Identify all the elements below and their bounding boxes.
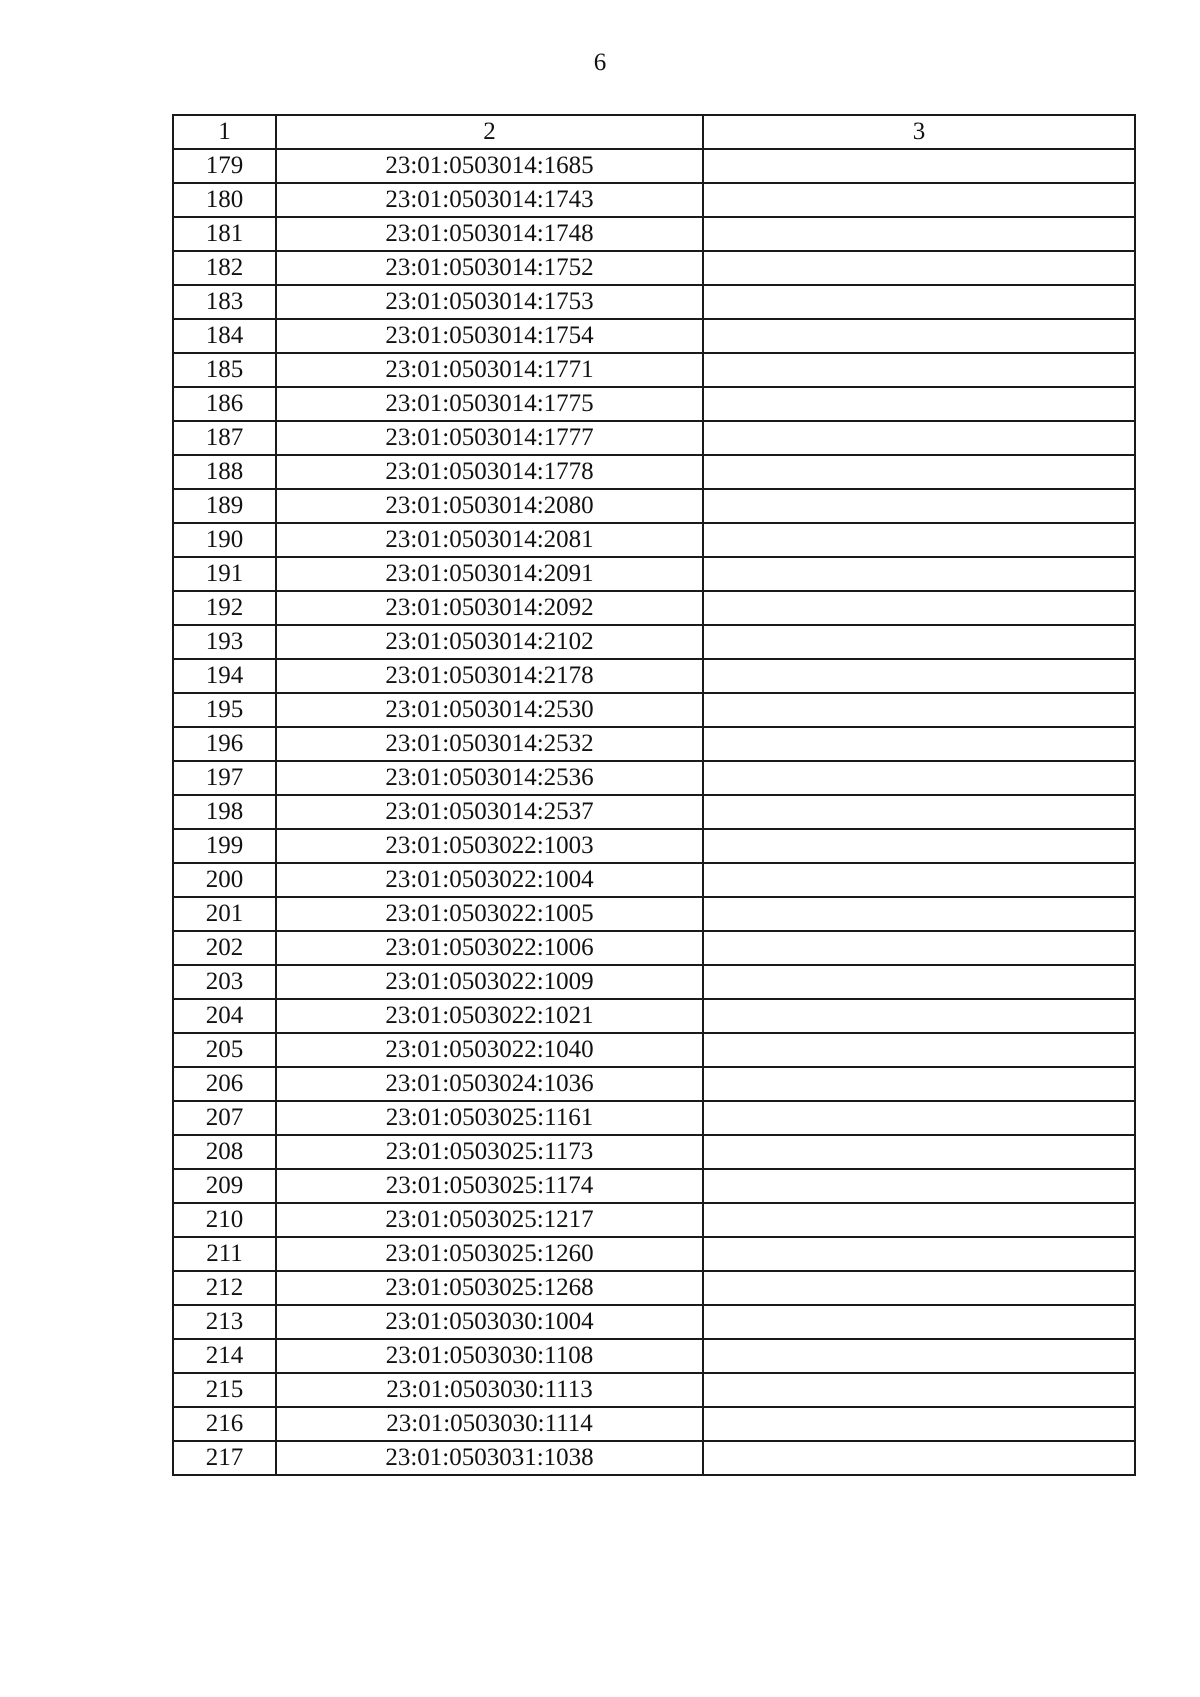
cadastral-number-cell: 23:01:0503025:1173 <box>276 1135 703 1169</box>
cadastral-number-cell: 23:01:0503014:2092 <box>276 591 703 625</box>
table-row <box>173 1067 1135 1101</box>
column-3-cell <box>703 149 1135 183</box>
table-row <box>173 1033 1135 1067</box>
table-row <box>173 693 1135 727</box>
column-3-cell <box>703 285 1135 319</box>
cadastral-number-cell: 23:01:0503014:1754 <box>276 319 703 353</box>
row-number-cell: 194 <box>173 659 276 693</box>
row-number-cell: 210 <box>173 1203 276 1237</box>
column-3-cell <box>703 965 1135 999</box>
row-number-cell: 203 <box>173 965 276 999</box>
row-number-cell: 214 <box>173 1339 276 1373</box>
table-row <box>173 251 1135 285</box>
column-3-cell <box>703 1237 1135 1271</box>
cadastral-number-cell: 23:01:0503025:1161 <box>276 1101 703 1135</box>
table-row <box>173 999 1135 1033</box>
column-header-1: 1 <box>173 115 276 149</box>
cadastral-number-cell: 23:01:0503022:1005 <box>276 897 703 931</box>
row-number-cell: 208 <box>173 1135 276 1169</box>
column-3-cell <box>703 1373 1135 1407</box>
column-3-cell <box>703 1305 1135 1339</box>
column-header-3: 3 <box>703 115 1135 149</box>
table-row <box>173 727 1135 761</box>
cadastral-number-cell: 23:01:0503014:2080 <box>276 489 703 523</box>
table-row <box>173 1373 1135 1407</box>
cadastral-number-cell: 23:01:0503022:1009 <box>276 965 703 999</box>
row-number-cell: 201 <box>173 897 276 931</box>
row-number-cell: 200 <box>173 863 276 897</box>
column-3-cell <box>703 251 1135 285</box>
row-number-cell: 216 <box>173 1407 276 1441</box>
cadastral-number-cell: 23:01:0503025:1217 <box>276 1203 703 1237</box>
cadastral-number-cell: 23:01:0503014:1743 <box>276 183 703 217</box>
table-row <box>173 387 1135 421</box>
table-row <box>173 965 1135 999</box>
table-row <box>173 931 1135 965</box>
row-number-cell: 198 <box>173 795 276 829</box>
table-row <box>173 149 1135 183</box>
cadastral-number-cell: 23:01:0503014:2102 <box>276 625 703 659</box>
column-3-cell <box>703 1101 1135 1135</box>
column-3-cell <box>703 659 1135 693</box>
table-row <box>173 897 1135 931</box>
row-number-cell: 204 <box>173 999 276 1033</box>
table-row <box>173 863 1135 897</box>
row-number-cell: 196 <box>173 727 276 761</box>
parcel-table <box>172 114 1136 1476</box>
cadastral-number-cell: 23:01:0503014:2081 <box>276 523 703 557</box>
table-body <box>173 115 1135 1475</box>
cadastral-number-cell: 23:01:0503022:1006 <box>276 931 703 965</box>
row-number-cell: 209 <box>173 1169 276 1203</box>
table-row <box>173 353 1135 387</box>
row-number-cell: 182 <box>173 251 276 285</box>
cadastral-number-cell: 23:01:0503030:1114 <box>276 1407 703 1441</box>
table-row <box>173 421 1135 455</box>
column-header-2: 2 <box>276 115 703 149</box>
table-row <box>173 217 1135 251</box>
table-row <box>173 1271 1135 1305</box>
table-row <box>173 455 1135 489</box>
cadastral-number-cell: 23:01:0503014:1771 <box>276 353 703 387</box>
column-3-cell <box>703 1169 1135 1203</box>
column-3-cell <box>703 591 1135 625</box>
table-row <box>173 489 1135 523</box>
column-3-cell <box>703 217 1135 251</box>
column-3-cell <box>703 863 1135 897</box>
row-number-cell: 192 <box>173 591 276 625</box>
row-number-cell: 181 <box>173 217 276 251</box>
column-3-cell <box>703 897 1135 931</box>
column-3-cell <box>703 387 1135 421</box>
cadastral-number-cell: 23:01:0503014:2537 <box>276 795 703 829</box>
cadastral-number-cell: 23:01:0503014:2178 <box>276 659 703 693</box>
column-3-cell <box>703 421 1135 455</box>
cadastral-number-cell: 23:01:0503022:1003 <box>276 829 703 863</box>
row-number-cell: 179 <box>173 149 276 183</box>
table-row <box>173 625 1135 659</box>
row-number-cell: 180 <box>173 183 276 217</box>
row-number-cell: 215 <box>173 1373 276 1407</box>
table-row <box>173 1407 1135 1441</box>
row-number-cell: 189 <box>173 489 276 523</box>
cadastral-number-cell: 23:01:0503014:1753 <box>276 285 703 319</box>
table-row <box>173 1441 1135 1475</box>
column-3-cell <box>703 1135 1135 1169</box>
row-number-cell: 188 <box>173 455 276 489</box>
cadastral-number-cell: 23:01:0503014:2091 <box>276 557 703 591</box>
cadastral-number-cell: 23:01:0503025:1260 <box>276 1237 703 1271</box>
column-3-cell <box>703 455 1135 489</box>
cadastral-number-cell: 23:01:0503014:1777 <box>276 421 703 455</box>
cadastral-number-cell: 23:01:0503022:1040 <box>276 1033 703 1067</box>
table-row <box>173 1135 1135 1169</box>
cadastral-number-cell: 23:01:0503014:1752 <box>276 251 703 285</box>
table-row <box>173 285 1135 319</box>
row-number-cell: 213 <box>173 1305 276 1339</box>
column-3-cell <box>703 931 1135 965</box>
cadastral-number-cell: 23:01:0503014:1748 <box>276 217 703 251</box>
row-number-cell: 205 <box>173 1033 276 1067</box>
column-3-cell <box>703 999 1135 1033</box>
table-row <box>173 1203 1135 1237</box>
cadastral-number-cell: 23:01:0503031:1038 <box>276 1441 703 1475</box>
column-3-cell <box>703 489 1135 523</box>
column-3-cell <box>703 1033 1135 1067</box>
column-3-cell <box>703 319 1135 353</box>
row-number-cell: 195 <box>173 693 276 727</box>
column-3-cell <box>703 625 1135 659</box>
row-number-cell: 190 <box>173 523 276 557</box>
table-row <box>173 829 1135 863</box>
row-number-cell: 186 <box>173 387 276 421</box>
column-3-cell <box>703 557 1135 591</box>
row-number-cell: 193 <box>173 625 276 659</box>
row-number-cell: 199 <box>173 829 276 863</box>
cadastral-number-cell: 23:01:0503014:2532 <box>276 727 703 761</box>
row-number-cell: 197 <box>173 761 276 795</box>
cadastral-number-cell: 23:01:0503022:1004 <box>276 863 703 897</box>
page-number: 6 <box>593 49 607 76</box>
column-3-cell <box>703 353 1135 387</box>
table-row <box>173 1237 1135 1271</box>
table-row <box>173 1101 1135 1135</box>
row-number-cell: 211 <box>173 1237 276 1271</box>
column-3-cell <box>703 1441 1135 1475</box>
column-3-cell <box>703 693 1135 727</box>
cadastral-number-cell: 23:01:0503014:1778 <box>276 455 703 489</box>
table-row <box>173 761 1135 795</box>
row-number-cell: 184 <box>173 319 276 353</box>
row-number-cell: 183 <box>173 285 276 319</box>
row-number-cell: 206 <box>173 1067 276 1101</box>
row-number-cell: 185 <box>173 353 276 387</box>
row-number-cell: 207 <box>173 1101 276 1135</box>
cadastral-number-cell: 23:01:0503024:1036 <box>276 1067 703 1101</box>
column-3-cell <box>703 1407 1135 1441</box>
cadastral-number-cell: 23:01:0503022:1021 <box>276 999 703 1033</box>
cadastral-number-cell: 23:01:0503014:1775 <box>276 387 703 421</box>
table-row <box>173 1305 1135 1339</box>
cadastral-number-cell: 23:01:0503025:1268 <box>276 1271 703 1305</box>
table-row <box>173 1169 1135 1203</box>
cadastral-number-cell: 23:01:0503014:2536 <box>276 761 703 795</box>
table-row <box>173 183 1135 217</box>
column-3-cell <box>703 727 1135 761</box>
column-3-cell <box>703 523 1135 557</box>
column-3-cell <box>703 761 1135 795</box>
column-3-cell <box>703 1339 1135 1373</box>
table-row <box>173 557 1135 591</box>
cadastral-number-cell: 23:01:0503030:1004 <box>276 1305 703 1339</box>
cadastral-number-cell: 23:01:0503014:1685 <box>276 149 703 183</box>
table-row <box>173 1339 1135 1373</box>
column-3-cell <box>703 1203 1135 1237</box>
row-number-cell: 212 <box>173 1271 276 1305</box>
table-row <box>173 523 1135 557</box>
row-number-cell: 187 <box>173 421 276 455</box>
table-row <box>173 591 1135 625</box>
column-3-cell <box>703 1271 1135 1305</box>
row-number-cell: 191 <box>173 557 276 591</box>
row-number-cell: 217 <box>173 1441 276 1475</box>
cadastral-number-cell: 23:01:0503014:2530 <box>276 693 703 727</box>
column-3-cell <box>703 1067 1135 1101</box>
table-row <box>173 319 1135 353</box>
table-header-row <box>173 115 1135 149</box>
table-row <box>173 659 1135 693</box>
column-3-cell <box>703 795 1135 829</box>
column-3-cell <box>703 829 1135 863</box>
cadastral-number-cell: 23:01:0503030:1108 <box>276 1339 703 1373</box>
table-row <box>173 795 1135 829</box>
column-3-cell <box>703 183 1135 217</box>
row-number-cell: 202 <box>173 931 276 965</box>
cadastral-number-cell: 23:01:0503025:1174 <box>276 1169 703 1203</box>
cadastral-number-cell: 23:01:0503030:1113 <box>276 1373 703 1407</box>
